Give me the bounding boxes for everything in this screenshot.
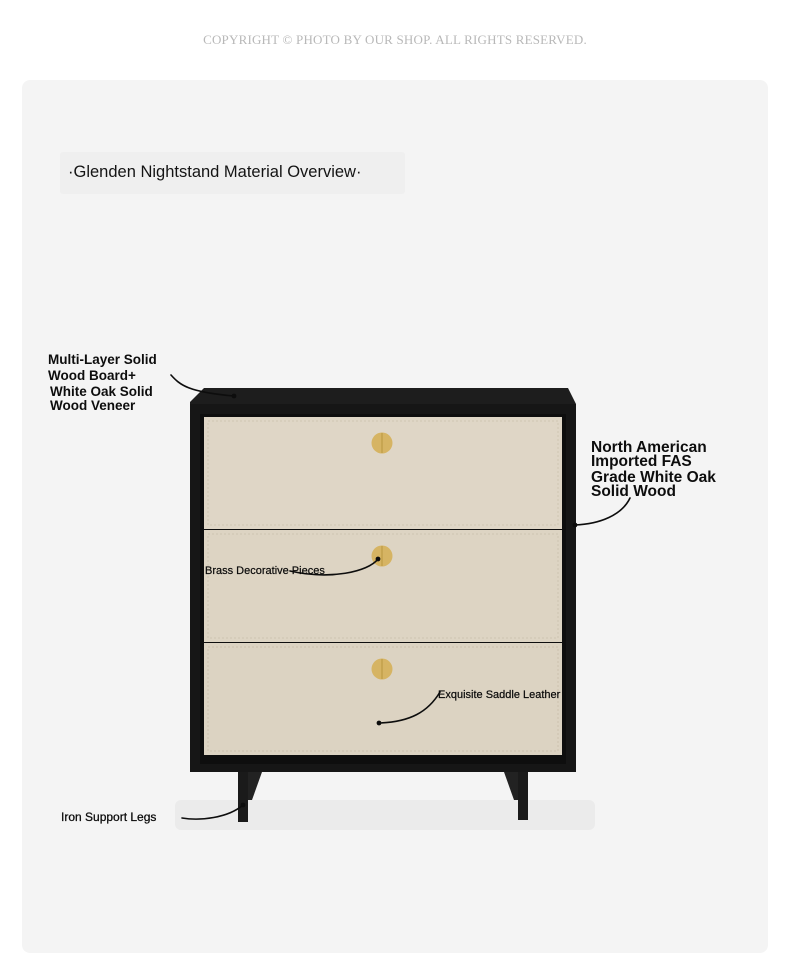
callout-side-material: North American Imported FAS Grade White Oak Solid Wood bbox=[591, 439, 716, 500]
brass-knob bbox=[372, 659, 393, 680]
callout-legs: Iron Support Legs bbox=[61, 810, 157, 824]
leader-side bbox=[575, 498, 630, 525]
callout-top-material: Multi-Layer Solid Wood Board+ White Oak Solid Wood Veneer bbox=[48, 352, 157, 413]
brass-knob bbox=[372, 433, 393, 454]
copyright-notice: COPYRIGHT © PHOTO BY OUR SHOP. ALL RIGHTS RESERVED. bbox=[203, 32, 587, 47]
callout-leather: Exquisite Saddle Leather bbox=[438, 689, 561, 701]
page-title: ·Glenden Nightstand Material Overview· bbox=[60, 152, 405, 194]
callout-brass: Brass Decorative Pieces bbox=[205, 565, 325, 577]
